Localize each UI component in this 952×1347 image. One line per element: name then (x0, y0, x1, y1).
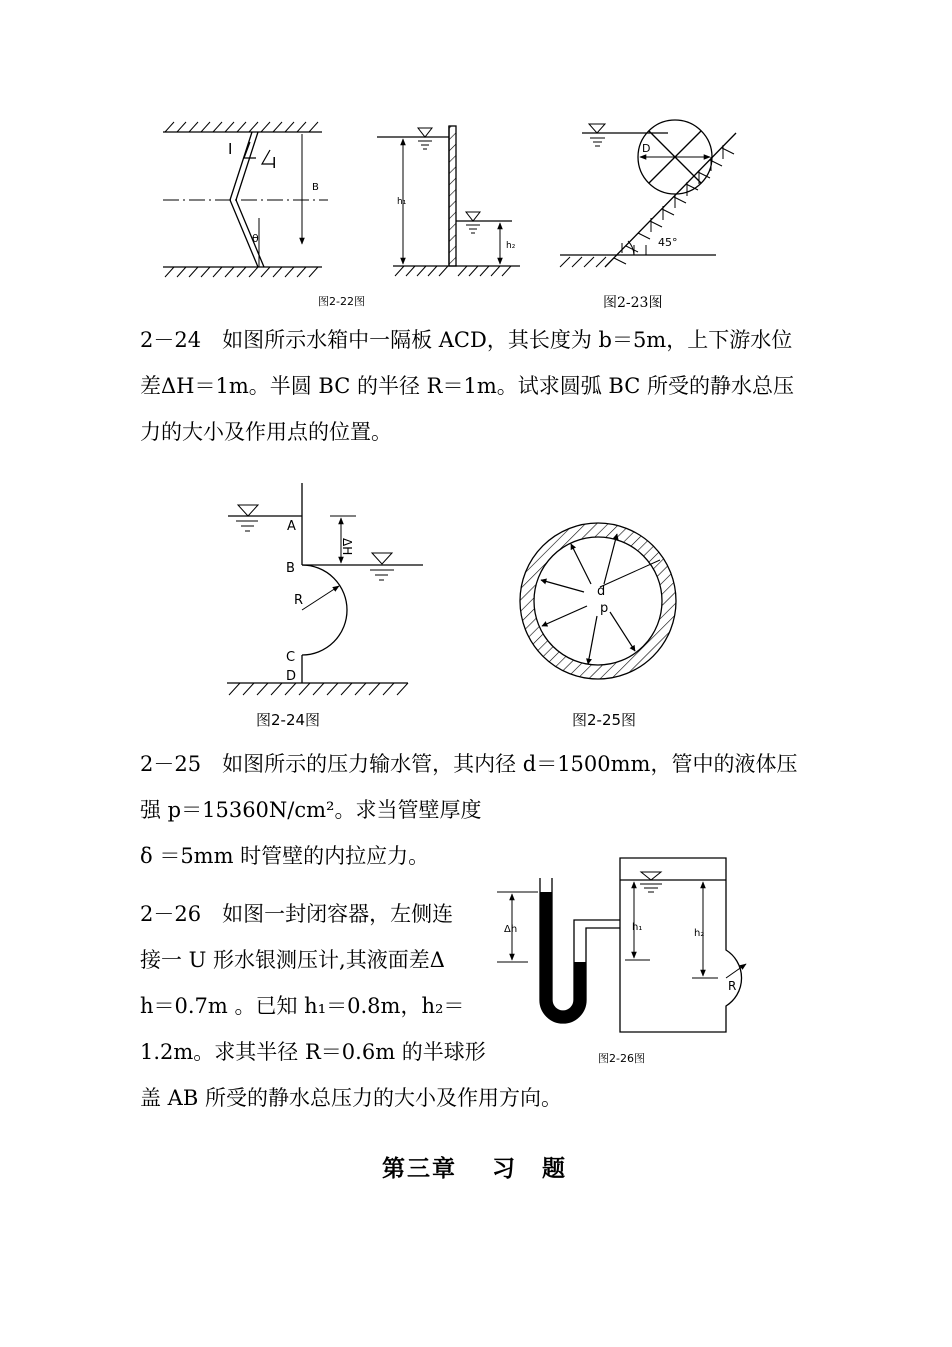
problem-2-24-line: 差ΔH＝1m。半圆 BC 的半径 R＝1m。试求圆弧 BC 所受的静水总压 (140, 374, 794, 398)
f22-h1-label: h₁ (397, 197, 407, 207)
f22-section-label-left: I (228, 140, 233, 158)
figure-2-22-channel (163, 122, 328, 277)
f24-C-label: C (286, 650, 296, 665)
fig-2-22-caption: 图2-22图 (318, 295, 365, 308)
f24-B-label: B (286, 561, 295, 576)
f26-h2-label: h₂ (694, 928, 705, 939)
f22-h2-label: h₂ (506, 241, 516, 251)
f26-h1-label: h₁ (632, 922, 643, 933)
problem-2-25-line: δ ＝5mm 时管壁的内拉应力。 (140, 844, 430, 868)
problem-2-26-line: 接一 U 形水银测压计,其液面差Δ (140, 948, 445, 972)
problem-2-26-line: h＝0.7m 。已知 h₁＝0.8m，h₂＝ (140, 994, 465, 1018)
problem-2-25 (140, 741, 797, 879)
fig-2-25-caption: 图2-25图 (572, 711, 637, 729)
f24-dH-label: ΔH (340, 538, 354, 556)
f25-d-label: d (597, 584, 606, 599)
f24-D-label: D (286, 669, 297, 684)
fig-2-26-caption: 图2-26图 (598, 1052, 645, 1065)
figure-2-25 (520, 523, 676, 679)
chapter-title: 第三章 习 题 (382, 1155, 568, 1182)
f22-B-label: B (312, 182, 319, 193)
problem-2-26-line: 1.2m。求其半径 R＝0.6m 的半球形 (140, 1040, 486, 1064)
f25-p-label: p (600, 601, 609, 616)
problem-2-26-line: 2－26 如图一封闭容器，左侧连 (140, 902, 454, 926)
f22-section-label-right: I (272, 154, 277, 172)
problem-2-25-line: 2－25 如图所示的压力输水管，其内径 d＝1500mm，管中的液体压 (140, 752, 798, 776)
problem-2-26-line: 盖 AB 所受的静水总压力的大小及作用方向。 (140, 1086, 562, 1110)
problem-2-26 (140, 891, 562, 1121)
f26-dh-label: Δh (504, 924, 518, 935)
problem-2-24-line: 2－24 如图所示水箱中一隔板 ACD，其长度为 b＝5m，上下游水位 (140, 328, 793, 352)
f26-R-label: R (728, 979, 737, 993)
problem-2-24 (140, 317, 794, 455)
figure-2-24 (227, 483, 423, 695)
f22-theta-label: θ (252, 232, 259, 245)
f23-angle-label: 45° (658, 236, 678, 249)
problem-2-24-line: 力的大小及作用点的位置。 (140, 420, 392, 444)
fig-2-24-caption: 图2-24图 (256, 711, 321, 729)
f24-R-label: R (294, 593, 304, 608)
f23-D-label: D (642, 142, 651, 155)
fig-2-23-caption: 图2-23图 (603, 295, 663, 311)
problem-2-25-line: 强 p＝15360N/cm²。求当管壁厚度 (140, 798, 482, 822)
f24-A-label: A (287, 519, 296, 534)
